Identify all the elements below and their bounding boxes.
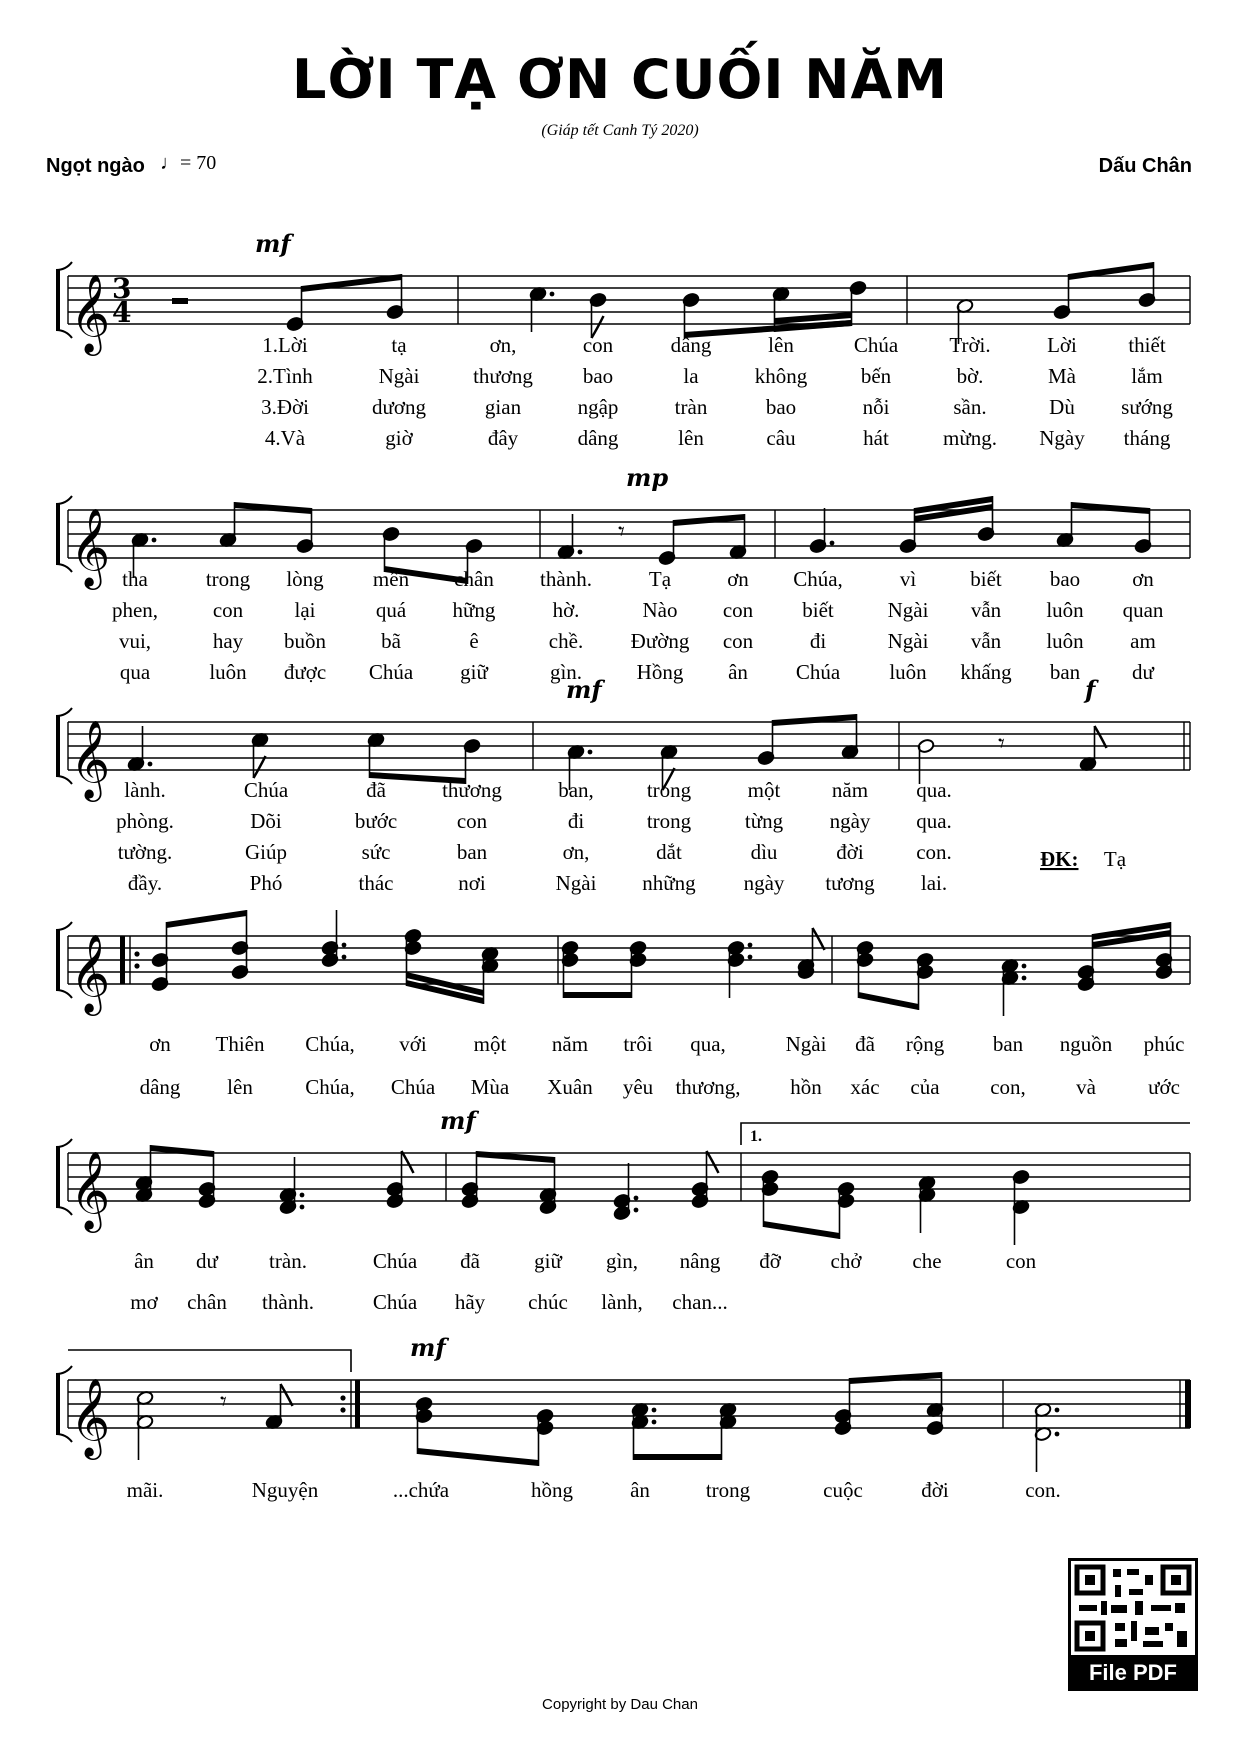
lyric-syllable: bao xyxy=(582,364,614,388)
lyric-syllable: phúc xyxy=(1143,1032,1185,1056)
lyric-syllable: qua xyxy=(119,660,151,684)
lyric-syllable: con xyxy=(456,809,488,833)
repeat-dot xyxy=(134,963,139,968)
lyric-syllable: sướng xyxy=(1121,395,1173,419)
lyric-syllable: lành. xyxy=(124,778,166,802)
note-dot xyxy=(1055,1408,1060,1413)
metronome-value: = 70 xyxy=(180,152,217,174)
lyric-syllable: chề. xyxy=(548,629,584,653)
lyric-syllable: chân xyxy=(187,1290,227,1314)
note-flag xyxy=(813,928,825,950)
lyric-syllable: Thiên xyxy=(215,1032,265,1056)
note-dot xyxy=(748,943,753,948)
lyric-syllable: một xyxy=(473,1032,507,1056)
lyric-syllable: thương xyxy=(442,778,502,802)
lyric-syllable: khấng xyxy=(960,660,1012,684)
lyric-syllable: bã xyxy=(381,629,401,653)
song-subtitle: (Giáp tết Canh Tý 2020) xyxy=(541,122,699,139)
lyric-syllable: ban xyxy=(1049,660,1081,684)
lyric-syllable: lên xyxy=(678,426,704,450)
lyric-syllable: con xyxy=(1005,1249,1037,1273)
lyric-syllable: trong xyxy=(205,567,251,591)
lyric-syllable: mơ xyxy=(130,1290,158,1314)
lyric-syllable: ơn xyxy=(1132,567,1154,591)
lyric-syllable: quan xyxy=(1122,598,1164,622)
lyric-syllable: gìn, xyxy=(605,1249,639,1273)
treble-clef: 𝄞 xyxy=(70,508,111,587)
dynamic-mf: mf xyxy=(566,675,602,704)
lyric-syllable: câu xyxy=(766,426,796,450)
lyric-syllable: biết xyxy=(802,598,834,622)
ending-number: 1. xyxy=(750,1128,762,1145)
lyric-syllable: mến xyxy=(372,567,410,591)
lyric-syllable: giữ xyxy=(460,660,488,684)
lyric-syllable: ban xyxy=(992,1032,1024,1056)
lyric-syllable: thương, xyxy=(675,1075,741,1099)
note-beam xyxy=(859,992,919,1010)
lyric-syllable: ân xyxy=(630,1478,650,1502)
lyric-syllable: ơn xyxy=(149,1032,171,1056)
note-dot xyxy=(1022,976,1027,981)
lyric-syllable: dư xyxy=(196,1249,218,1273)
lyric-syllable: 4.Và xyxy=(264,426,306,450)
treble-clef: 𝄞 xyxy=(70,1378,111,1457)
lyric-syllable: la xyxy=(683,364,699,388)
lyric-syllable: thành. xyxy=(262,1290,314,1314)
system-bracket xyxy=(56,1366,72,1374)
eighth-rest: 𝄾 xyxy=(618,517,625,547)
lyric-syllable: dâng xyxy=(139,1075,181,1099)
time-signature-top: 3 xyxy=(112,272,132,305)
lyric-syllable: yêu xyxy=(622,1075,654,1099)
lyric-syllable: đã xyxy=(855,1032,875,1056)
lyric-syllable: luôn xyxy=(1046,629,1084,653)
lyric-syllable: Tạ xyxy=(648,567,672,591)
lyric-syllable: thác xyxy=(358,871,394,895)
note-dot xyxy=(1022,964,1027,969)
treble-clef: 𝄞 xyxy=(70,934,111,1013)
lyric-syllable: đi xyxy=(809,629,827,653)
repeat-dot xyxy=(340,1395,345,1400)
lyric-syllable: ban, xyxy=(558,778,594,802)
note-flag xyxy=(1095,726,1107,748)
note-dot xyxy=(588,750,593,755)
lyric-syllable: thiết xyxy=(1128,333,1166,357)
lyric-syllable: trong xyxy=(705,1478,751,1502)
lyric-syllable: ê xyxy=(469,629,479,653)
lyric-syllable: dìu xyxy=(750,840,778,864)
lyric-syllable: chan... xyxy=(672,1290,728,1314)
note-dot xyxy=(652,1408,657,1413)
lyric-syllable: con xyxy=(212,598,244,622)
lyric-syllable: ước xyxy=(1148,1075,1180,1099)
lyric-syllable: bờ. xyxy=(956,364,984,388)
lyric-syllable: vì xyxy=(899,567,917,591)
lyric-syllable: con xyxy=(722,629,754,653)
lyric-syllable: lành, xyxy=(601,1290,643,1314)
system-bracket xyxy=(56,262,72,270)
lyric-syllable: thương xyxy=(473,364,533,388)
qr-code-icon[interactable] xyxy=(1068,1558,1198,1658)
note-beam xyxy=(235,502,312,514)
lyric-syllable: Chúa, xyxy=(305,1075,355,1099)
lyric-syllable: năm xyxy=(831,778,869,802)
lyric-syllable: vui, xyxy=(118,629,152,653)
lyric-syllable: năm xyxy=(551,1032,589,1056)
lyric-syllable: qua. xyxy=(916,809,952,833)
lyric-syllable: phòng. xyxy=(116,809,174,833)
note-dot xyxy=(152,538,157,543)
lyric-syllable: tràn. xyxy=(269,1249,307,1273)
lyric-syllable: xác xyxy=(850,1075,880,1099)
lyric-syllable: qua, xyxy=(690,1032,726,1056)
lyric-syllable: ơn, xyxy=(562,840,590,864)
lyric-syllable: Mùa xyxy=(470,1075,510,1099)
lyric-syllable: mãi. xyxy=(126,1478,164,1502)
lyric-syllable: lắm xyxy=(1131,364,1163,388)
note-flag xyxy=(254,756,266,778)
lyric-syllable: Chúa xyxy=(243,778,289,802)
lyric-syllable: Ngài xyxy=(887,598,929,622)
lyric-syllable: ngập xyxy=(577,395,619,419)
lyric-syllable: Ngài xyxy=(378,364,420,388)
lyric-syllable: phen, xyxy=(111,598,159,622)
lyric-syllable: lòng xyxy=(286,567,324,591)
lyric-syllable: con, xyxy=(990,1075,1026,1099)
time-signature-bottom: 4 xyxy=(112,296,132,329)
treble-clef: 𝄞 xyxy=(70,720,111,799)
lyric-syllable: luôn xyxy=(889,660,927,684)
lyric-syllable: nguồn xyxy=(1059,1032,1113,1056)
system-bracket xyxy=(56,708,72,716)
lyric-syllable: ...chứa xyxy=(392,1478,450,1502)
lyric-syllable: được xyxy=(283,660,327,684)
lyric-syllable: nâng xyxy=(679,1249,721,1273)
note-dot xyxy=(300,1205,305,1210)
note-dot xyxy=(652,1420,657,1425)
lyric-syllable: tha xyxy=(122,567,148,591)
lyric-syllable: Tạ xyxy=(1103,847,1127,871)
lyric-syllable: chúc xyxy=(528,1290,568,1314)
lyric-syllable: giờ xyxy=(385,426,413,450)
copyright-footer: Copyright by Dau Chan xyxy=(542,1696,698,1713)
lyric-syllable: Ngài xyxy=(555,871,597,895)
lyric-syllable: không xyxy=(754,364,808,388)
lyric-syllable: ân xyxy=(134,1249,154,1273)
lyric-syllable: từng xyxy=(744,809,784,833)
lyric-syllable: Giúp xyxy=(245,840,287,864)
note-flag xyxy=(402,1151,414,1173)
lyric-syllable: 1.Lời xyxy=(262,333,308,357)
lyric-syllable: vẫn xyxy=(970,629,1002,653)
lyric-syllable: Xuân xyxy=(547,1075,593,1099)
lyric-syllable: quá xyxy=(375,598,407,622)
lyric-syllable: gìn. xyxy=(549,660,583,684)
lyric-syllable: ban xyxy=(456,840,488,864)
note-dot xyxy=(300,1193,305,1198)
lyric-syllable: Ngài xyxy=(887,629,929,653)
lyric-syllable: Đường xyxy=(630,629,690,653)
lyric-syllable: biết xyxy=(970,567,1002,591)
lyric-syllable: luôn xyxy=(209,660,247,684)
lyric-syllable: đỡ xyxy=(759,1249,781,1273)
lyric-syllable: Ngài xyxy=(785,1032,827,1056)
lyric-syllable: con xyxy=(582,333,614,357)
lyric-syllable: những xyxy=(642,871,696,895)
lyric-syllable: sức xyxy=(361,840,391,864)
lyric-syllable: hờ. xyxy=(552,598,580,622)
lyric-syllable: lên xyxy=(768,333,794,357)
lyric-syllable: ngày xyxy=(829,809,871,833)
lyric-syllable: buồn xyxy=(284,629,326,653)
repeat-dot xyxy=(340,1407,345,1412)
lyric-syllable: lên xyxy=(227,1075,253,1099)
lyric-syllable: giữ xyxy=(534,1249,562,1273)
lyric-syllable: với xyxy=(399,1032,427,1056)
lyric-syllable: 3.Đời xyxy=(261,395,309,419)
lyric-syllable: đời xyxy=(921,1478,949,1502)
note-beam xyxy=(1069,262,1154,280)
lyric-syllable: ơn, xyxy=(489,333,517,357)
lyric-syllable: mừng. xyxy=(943,426,997,450)
note-beam xyxy=(634,1454,722,1460)
note-beam xyxy=(674,514,745,526)
lyric-syllable: gian xyxy=(484,395,522,419)
lyric-syllable: cuộc xyxy=(823,1478,863,1502)
metronome-mark: ♩= 70 xyxy=(160,152,217,174)
half-rest xyxy=(172,298,188,304)
composer-name: Dấu Chân xyxy=(1098,155,1192,177)
system-bracket xyxy=(56,496,72,504)
note-flag xyxy=(281,1384,293,1406)
lyric-syllable: lại xyxy=(294,598,316,622)
lyric-syllable: trong xyxy=(646,778,692,802)
lyric-syllable: Hồng xyxy=(636,660,684,684)
lyric-syllable: ơn xyxy=(727,567,749,591)
repeat-start xyxy=(120,936,125,984)
note-dot xyxy=(148,762,153,767)
lyric-syllable: nỗi xyxy=(862,395,890,419)
file-pdf-button[interactable]: File PDF xyxy=(1068,1655,1198,1691)
lyric-syllable: đây xyxy=(487,426,519,450)
eighth-rest: 𝄾 xyxy=(220,1387,227,1417)
lyric-syllable: dắt xyxy=(656,840,682,864)
note-dot xyxy=(342,955,347,960)
lyric-syllable: nơi xyxy=(458,871,486,895)
lyric-syllable: Dõi xyxy=(250,809,282,833)
lyric-syllable: Nào xyxy=(642,598,678,622)
lyric-syllable: thành. xyxy=(540,567,592,591)
refrain-label: ĐK: xyxy=(1040,847,1079,871)
lyric-syllable: Chúa xyxy=(853,333,899,357)
lyric-syllable: Chúa xyxy=(368,660,414,684)
lyric-syllable: hồn xyxy=(790,1075,822,1099)
ending-bracket xyxy=(741,1123,1190,1145)
lyric-syllable: chân xyxy=(454,567,494,591)
lyric-syllable: dâng xyxy=(577,426,619,450)
dynamic-mf: mf xyxy=(440,1106,476,1135)
lyric-syllable: tạ xyxy=(391,333,407,357)
repeat-dot xyxy=(134,951,139,956)
treble-clef: 𝄞 xyxy=(70,1151,111,1230)
lyric-syllable: tương xyxy=(825,871,875,895)
lyric-syllable: Chúa, xyxy=(305,1032,355,1056)
final-barline xyxy=(1185,1380,1191,1428)
lyric-syllable: Dù xyxy=(1049,395,1075,419)
lyric-syllable: Phó xyxy=(249,871,283,895)
lyric-syllable: Chúa xyxy=(372,1249,418,1273)
lyric-syllable: hãy xyxy=(454,1290,486,1314)
lyric-syllable: Ngày xyxy=(1039,426,1085,450)
lyric-syllable: Chúa xyxy=(795,660,841,684)
lyric-syllable: tháng xyxy=(1123,426,1171,450)
lyric-syllable: con. xyxy=(916,840,952,864)
lyric-syllable: hồng xyxy=(531,1478,573,1502)
lyric-syllable: Nguyện xyxy=(251,1478,319,1502)
note-flag xyxy=(707,1151,719,1173)
lyric-syllable: Lời xyxy=(1047,333,1077,357)
note-dot xyxy=(578,550,583,555)
lyric-syllable: ân xyxy=(728,660,748,684)
lyric-syllable: vẫn xyxy=(970,598,1002,622)
dynamic-mp: mp xyxy=(626,463,669,492)
note-dot xyxy=(550,292,555,297)
dynamic-mf: mf xyxy=(410,1333,446,1362)
lyric-syllable: tường. xyxy=(117,840,173,864)
lyric-syllable: đã xyxy=(460,1249,480,1273)
lyric-syllable: chở xyxy=(830,1249,862,1273)
lyric-syllable: sần. xyxy=(953,395,987,419)
lyric-syllable: bao xyxy=(1049,567,1081,591)
lyric-syllable: bước xyxy=(354,809,398,833)
lyric-syllable: lai. xyxy=(920,871,948,895)
lyric-syllable: Chúa xyxy=(372,1290,418,1314)
note-beam xyxy=(418,1448,539,1466)
note-dot xyxy=(1055,1432,1060,1437)
lyric-syllable: trong xyxy=(646,809,692,833)
note-dot xyxy=(342,943,347,948)
lyric-syllable: Chúa, xyxy=(793,567,843,591)
note-beam xyxy=(151,1145,214,1157)
note-beam xyxy=(302,274,402,292)
lyric-syllable: am xyxy=(1130,629,1156,653)
ending-bracket xyxy=(68,1350,351,1372)
lyric-syllable: dâng xyxy=(670,333,712,357)
lyric-syllable: một xyxy=(747,778,781,802)
dynamic-mf: mf xyxy=(255,229,291,258)
system-bracket xyxy=(56,922,72,930)
lyric-syllable: của xyxy=(910,1075,940,1099)
note-beam xyxy=(1072,502,1150,514)
lyric-syllable: dư xyxy=(1132,660,1154,684)
note-dot xyxy=(748,955,753,960)
note-beam xyxy=(850,1372,942,1384)
note-dot xyxy=(830,541,835,546)
note-beam xyxy=(167,910,247,928)
note-beam xyxy=(764,1221,840,1239)
lyric-syllable: hững xyxy=(452,598,496,622)
repeat-end xyxy=(355,1380,360,1428)
lyric-syllable: luôn xyxy=(1046,598,1084,622)
lyric-syllable: Trời. xyxy=(949,333,991,357)
note-beam xyxy=(564,992,632,998)
lyric-syllable: con. xyxy=(1025,1478,1061,1502)
note-dot xyxy=(634,1196,639,1201)
lyric-syllable: con xyxy=(722,598,754,622)
lyric-syllable: trôi xyxy=(623,1032,653,1056)
lyric-syllable: 2.Tình xyxy=(257,364,313,388)
song-title: LỜI TẠ ƠN CUỐI NĂM xyxy=(291,48,949,111)
lyric-syllable: Mà xyxy=(1048,364,1076,388)
lyric-syllable: che xyxy=(912,1249,942,1273)
lyric-syllable: đã xyxy=(366,778,386,802)
lyric-syllable: và xyxy=(1076,1075,1096,1099)
lyric-syllable: hát xyxy=(863,426,889,450)
lyric-syllable: ngày xyxy=(743,871,785,895)
lyric-syllable: qua. xyxy=(916,778,952,802)
tempo-marking: Ngọt ngào xyxy=(46,155,145,177)
lyric-syllable: rộng xyxy=(905,1032,945,1056)
lyric-syllable: đi xyxy=(567,809,585,833)
lyric-syllable: dương xyxy=(372,395,426,419)
lyric-syllable: đầy. xyxy=(127,871,163,895)
lyric-syllable: bến xyxy=(860,364,892,388)
lyric-syllable: hay xyxy=(212,629,244,653)
eighth-rest: 𝄾 xyxy=(998,729,1005,759)
note-dot xyxy=(634,1208,639,1213)
system-bracket xyxy=(56,1139,72,1147)
dynamic-f: f xyxy=(1085,675,1096,704)
note-beam xyxy=(773,714,857,726)
lyric-syllable: đời xyxy=(836,840,864,864)
qr-pattern xyxy=(1071,1561,1195,1655)
lyric-syllable: tràn xyxy=(674,395,708,419)
treble-clef: 𝄞 xyxy=(70,274,111,353)
lyric-syllable: Chúa xyxy=(390,1075,436,1099)
lyric-syllable: bao xyxy=(765,395,797,419)
